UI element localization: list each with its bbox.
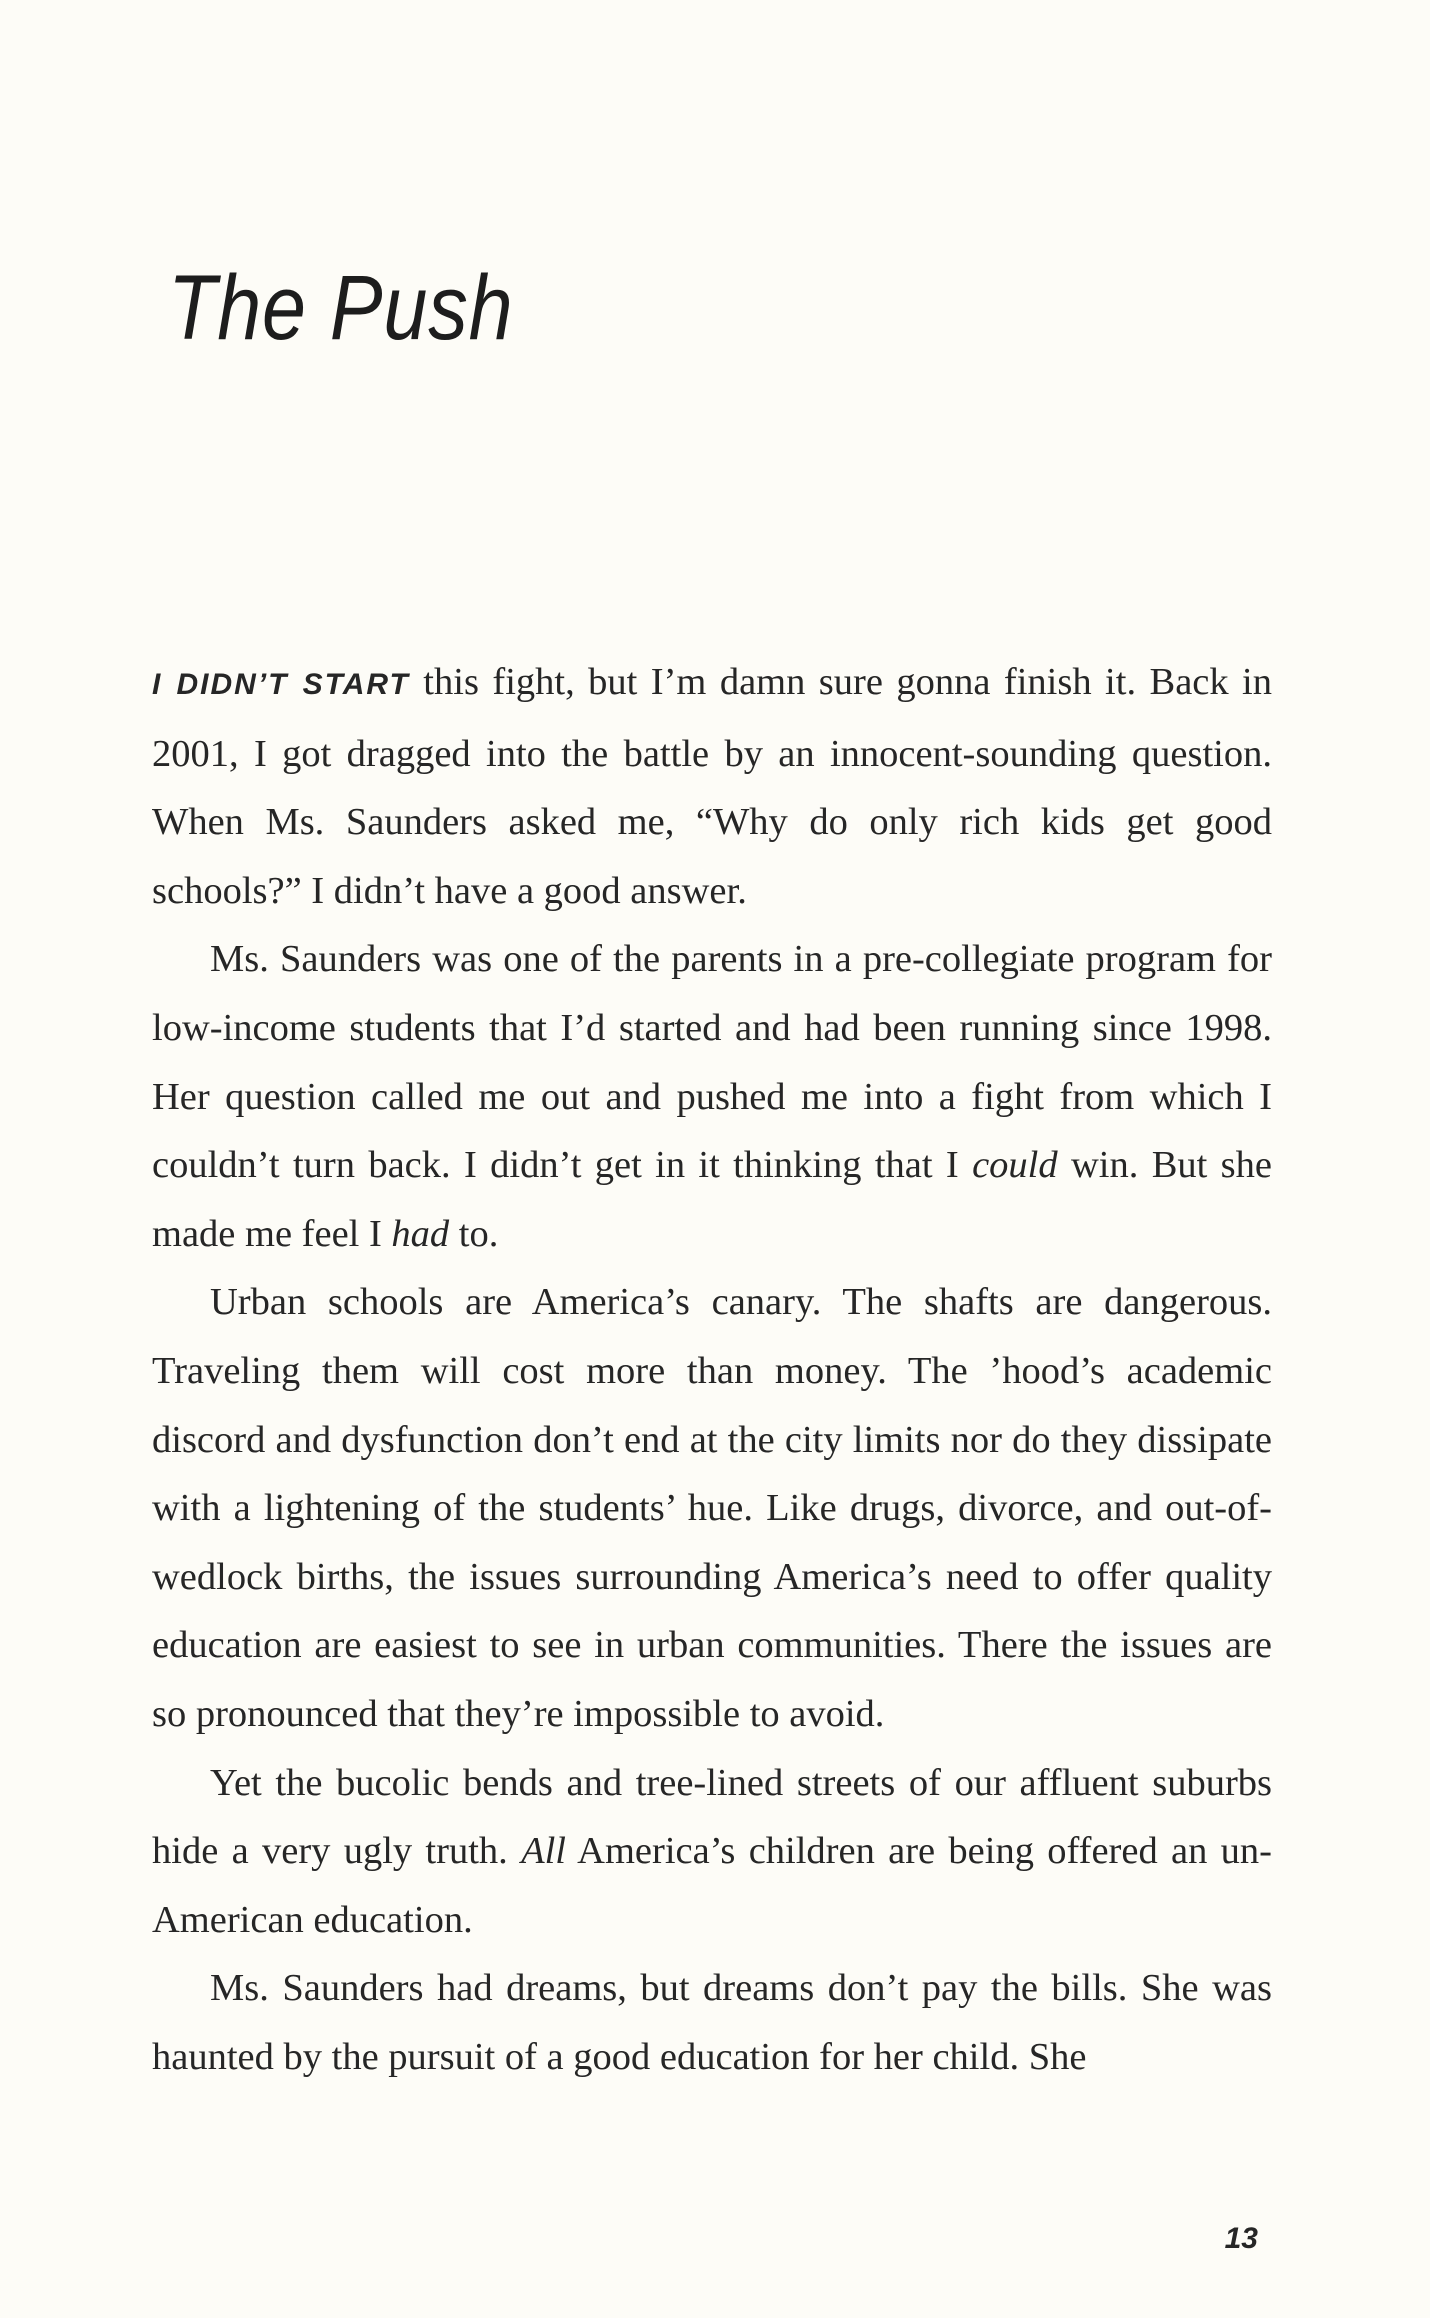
paragraph-1-text: this fight, but I’m damn sure gonna finish it. Back in 2001, I got dragged into the battle by an innocent-sounding question. When Ms. Saunders asked me, “Why do only rich kids get good schools?” I didn’t have a good answer. <box>152 661 1273 912</box>
paragraph-2 <box>152 925 1272 1268</box>
paragraph-4-text-b: America’s children are being offered an un-American education. <box>152 1830 1272 1941</box>
paragraph-2-text-c: to. <box>449 1212 499 1255</box>
paragraph-4 <box>152 1749 1272 1955</box>
page-number: 13 <box>1224 2222 1258 2255</box>
paragraph-4-text-a: Yet the bucolic bends and tree-lined streets of our affluent suburbs hide a very ugly truth. <box>152 1761 1272 1873</box>
paragraph-3: Urban schools are America’s canary. The shafts are dangerous. Traveling them will cost more than money. The ’hood’s academic discord and dysfunction don’t end at the city limits nor do they dissipate with a lightening of the students’ hue. Like drugs, divorce, and out-of-wedlock births, the issues surrounding America’s need to offer quality education are easiest to see in urban communities. There the issues are so pronounced that they’re impossible to avoid. <box>152 1281 1272 1735</box>
emphasis-could: could <box>972 1144 1058 1187</box>
emphasis-had: had <box>391 1212 450 1255</box>
paragraph-1 <box>152 648 1272 925</box>
chapter-title: The Push <box>168 257 514 359</box>
lead-in-small-caps: I DIDN’T START <box>152 668 410 701</box>
body-text <box>152 648 1272 2091</box>
paragraph-5: Ms. Saunders had dreams, but dreams don’t pay the bills. She was haunted by the pursuit of a good education for her child. She <box>152 1967 1272 2078</box>
emphasis-all: All <box>521 1830 566 1873</box>
paragraph-2-text-a: Ms. Saunders was one of the parents in a pre-collegiate program for low-income students that I’d started and had been running since 1998. Her question called me out and pushed me into a fight from which I couldn’t turn back. I didn’t get in it thinking that I <box>152 938 1272 1187</box>
paragraph-2-text-b: win. But she made me feel I <box>152 1144 1273 1255</box>
